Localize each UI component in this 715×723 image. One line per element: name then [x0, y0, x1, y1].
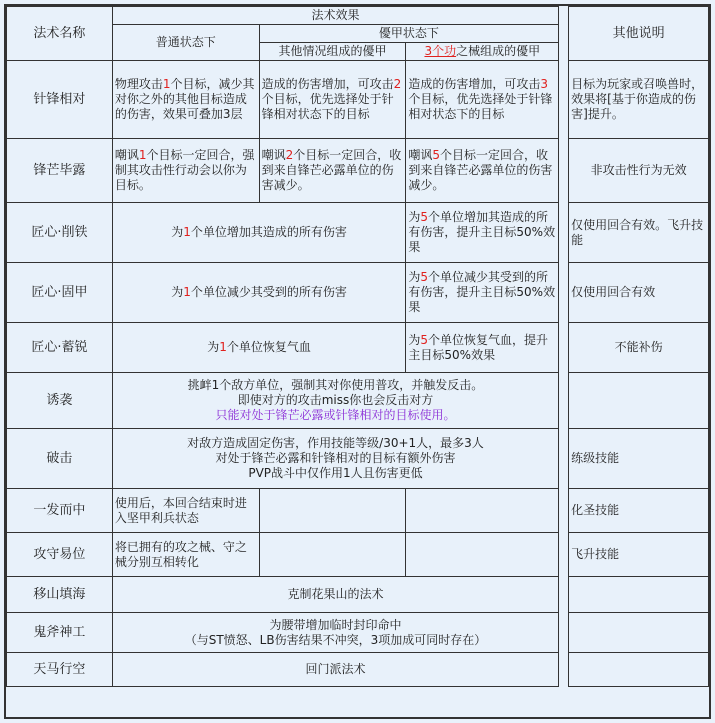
header-name: 法术名称: [7, 7, 113, 61]
adv-three-effect: 为5个单位恢复气血，提升主目标50%效果: [406, 323, 559, 373]
spell-name: 诱袭: [7, 373, 113, 429]
full-effect: [112, 373, 558, 429]
header-notes: 其他说明: [569, 7, 709, 61]
effect-line: 挑衅1个敌方单位，强制其对你使用普攻，并触发反击。: [187, 378, 484, 392]
merged-effect: 为1个单位恢复气血: [112, 323, 406, 373]
normal-effect: 嘲讽1个目标一定回合，强制其攻击性行动会以你为目标。: [112, 139, 259, 203]
adv-three-effect: 为5个单位减少其受到的所有伤害，提升主目标50%效果: [406, 263, 559, 323]
notes-cell: [569, 373, 709, 429]
effect-line: （与ST愤怒、LB伤害结果不冲突，3项加成可同时存在）: [184, 632, 487, 647]
adv-other-effect: 嘲讽2个目标一定回合，收到来自锋芒必露单位的伤害减少。: [259, 139, 406, 203]
header-adv-three: 3个功之械组成的優甲: [406, 43, 559, 61]
table-row: [7, 489, 709, 533]
normal-effect: 将已拥有的攻之械、守之械分别互相转化: [112, 533, 259, 577]
notes-cell: 非攻击性行为无效: [569, 139, 709, 203]
normal-effect: 物理攻击1个目标，减少其对你之外的其他目标造成的伤害，效果可叠加3层: [112, 61, 259, 139]
spell-name: 匠心·削铁: [7, 203, 113, 263]
table-row: [7, 373, 709, 429]
notes-cell: [569, 577, 709, 613]
spell-name: 匠心·蓄锐: [7, 323, 113, 373]
table-row: [7, 323, 709, 373]
table-row: [7, 577, 709, 613]
spell-name: 鬼斧神工: [7, 613, 113, 653]
spell-name: 针锋相对: [7, 61, 113, 139]
adv-three-effect: [406, 533, 559, 577]
merged-effect: 为1个单位减少其受到的所有伤害: [112, 263, 406, 323]
effect-line: 为腰带增加临时封印命中: [269, 617, 402, 632]
spell-name: 锋芒毕露: [7, 139, 113, 203]
spell-name: 天马行空: [7, 653, 113, 687]
notes-cell: 飞升技能: [569, 533, 709, 577]
normal-effect: 使用后，本回合结束时进入坚甲利兵状态: [112, 489, 259, 533]
spell-table: [6, 6, 709, 687]
merged-effect: 为1个单位增加其造成的所有伤害: [112, 203, 406, 263]
spell-name: 移山填海: [7, 577, 113, 613]
notes-cell: 化圣技能: [569, 489, 709, 533]
adv-other-effect: 造成的伤害增加，可攻击2个目标，优先选择处于针锋相对状态下的目标: [259, 61, 406, 139]
notes-cell: 仅使用回合有效。飞升技能: [569, 203, 709, 263]
spell-table-container: [4, 4, 711, 719]
table-row: [7, 263, 709, 323]
header-effect: 法术效果: [112, 7, 558, 25]
effect-line: 即使对方的攻击miss你也会反击对方: [237, 393, 434, 407]
effect-line: 对敌方造成固定伤害，作用技能等级/30+1人，最多3人: [187, 436, 484, 450]
table-row: [7, 613, 709, 653]
full-effect: 克制花果山的法术: [112, 577, 558, 613]
header-adv-other: 其他情况组成的優甲: [259, 43, 406, 61]
notes-cell: 不能补伤: [569, 323, 709, 373]
notes-cell: [569, 613, 709, 653]
notes-cell: 目标为玩家或召唤兽时，效果将[基于你造成的伤害]提升。: [569, 61, 709, 139]
full-effect: 回门派法术: [112, 653, 558, 687]
spell-name: 匠心·固甲: [7, 263, 113, 323]
effect-line: 对处于锋芒必露和针锋相对的目标有额外伤害: [215, 451, 456, 465]
spell-name: 一发而中: [7, 489, 113, 533]
table-row: [7, 203, 709, 263]
header-normal: 普通状态下: [112, 25, 259, 61]
table-row: [7, 429, 709, 489]
table-row: [7, 139, 709, 203]
header-advantage: 優甲状态下: [259, 25, 559, 43]
effect-line: PVP战斗中仅作用1人且伤害更低: [248, 466, 423, 480]
adv-other-effect: [259, 489, 406, 533]
table-row: [7, 61, 709, 139]
notes-cell: 练级技能: [569, 429, 709, 489]
column-gap: [559, 7, 569, 61]
full-effect: [112, 613, 558, 653]
adv-three-effect: 造成的伤害增加，可攻击3个目标，优先选择处于针锋相对状态下的目标: [406, 61, 559, 139]
adv-three-effect: 嘲讽5个目标一定回合，收到来自锋芒必露单位的伤害减少。: [406, 139, 559, 203]
spell-name: 攻守易位: [7, 533, 113, 577]
adv-other-effect: [259, 533, 406, 577]
adv-three-effect: [406, 489, 559, 533]
notes-cell: 仅使用回合有效: [569, 263, 709, 323]
adv-three-effect: 为5个单位增加其造成的所有伤害，提升主目标50%效果: [406, 203, 559, 263]
full-effect: [112, 429, 558, 489]
notes-cell: [569, 653, 709, 687]
table-row: [7, 533, 709, 577]
table-row: [7, 653, 709, 687]
spell-name: 破击: [7, 429, 113, 489]
effect-restriction: 只能对处于锋芒必露或针锋相对的目标使用。: [215, 408, 456, 422]
